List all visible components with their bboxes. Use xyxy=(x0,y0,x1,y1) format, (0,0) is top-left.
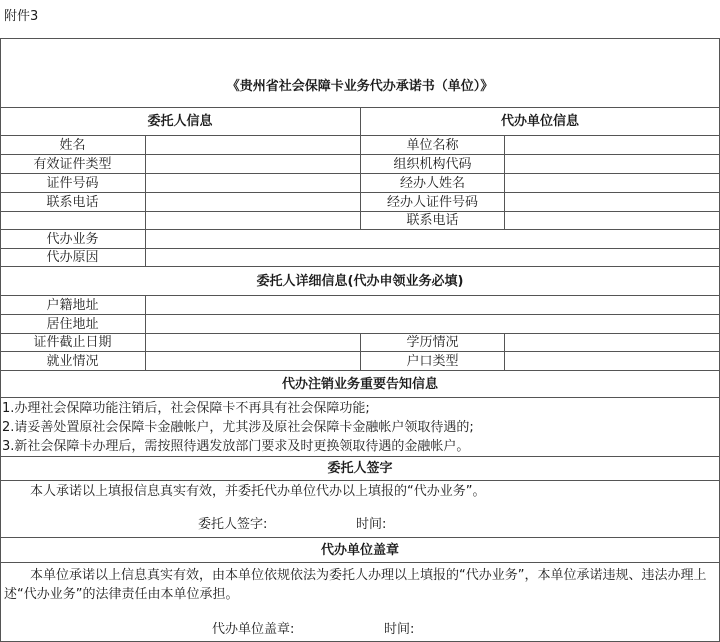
agent-org-code-label: 组织机构代码 xyxy=(393,156,472,172)
agent-phone-label: 联系电话 xyxy=(406,213,459,228)
principal-time-label: 时间: xyxy=(356,517,387,532)
notice-item: 1.办理社会保障功能注销后，社会保障卡不再具有社会保障功能; xyxy=(2,401,370,416)
household-type-label: 户口类型 xyxy=(406,353,459,369)
form-title: 《贵州省社会保障卡业务代办承诺书（单位）》 xyxy=(226,78,494,94)
education-label: 学历情况 xyxy=(406,335,459,350)
notice-item: 3.新社会保障卡办理后，需按照待遇发放部门要求及时更换领取待遇的金融帐户。 xyxy=(2,439,470,454)
principal-name-label: 姓名 xyxy=(59,137,86,153)
notice-list xyxy=(2,399,718,456)
household-address-label: 户籍地址 xyxy=(46,297,99,313)
principal-signature-label: 委托人签字: xyxy=(198,517,268,532)
agent-time-label: 时间: xyxy=(384,622,415,637)
agent-statement: 本单位承诺以上信息真实有效，由本单位依规依法为委托人办理以上填报的“代办业务”，本单位承诺违规、违法办理上述“代办业务”的法律责任由本单位承担。 xyxy=(4,568,707,602)
commitment-form xyxy=(0,38,720,642)
employment-label: 就业情况 xyxy=(46,353,99,369)
business-label: 代办业务 xyxy=(46,231,99,247)
agent-seal-label: 代办单位盖章: xyxy=(212,622,295,637)
agent-handler-id-label: 经办人证件号码 xyxy=(386,194,478,210)
notice-header: 代办注销业务重要告知信息 xyxy=(281,376,438,392)
annex-label: 附件3 xyxy=(4,9,39,24)
agent-handler-name-label: 经办人姓名 xyxy=(399,175,465,191)
principal-statement: 本人承诺以上填报信息真实有效，并委托代办单位代办以上填报的“代办业务”。 xyxy=(30,484,486,499)
notice-item: 2.请妥善处置原社会保障卡金融帐户，尤其涉及原社会保障卡金融帐户领取待遇的; xyxy=(2,420,474,435)
principal-id-type-label: 有效证件类型 xyxy=(33,156,112,172)
id-expiry-label: 证件截止日期 xyxy=(33,335,112,350)
agent-info-header: 代办单位信息 xyxy=(500,114,579,129)
reason-label: 代办原因 xyxy=(46,250,99,265)
border-top xyxy=(0,38,720,39)
agent-seal-header: 代办单位盖章 xyxy=(320,542,399,558)
principal-signature-header: 委托人签字 xyxy=(327,461,393,476)
agent-unit-name-label: 单位名称 xyxy=(406,137,459,153)
detail-info-header: 委托人详细信息(代办申领业务必填) xyxy=(256,273,464,289)
residence-address-label: 居住地址 xyxy=(46,316,99,332)
principal-id-number-label: 证件号码 xyxy=(46,175,99,191)
principal-phone-label: 联系电话 xyxy=(46,194,99,210)
principal-info-header: 委托人信息 xyxy=(147,114,213,129)
